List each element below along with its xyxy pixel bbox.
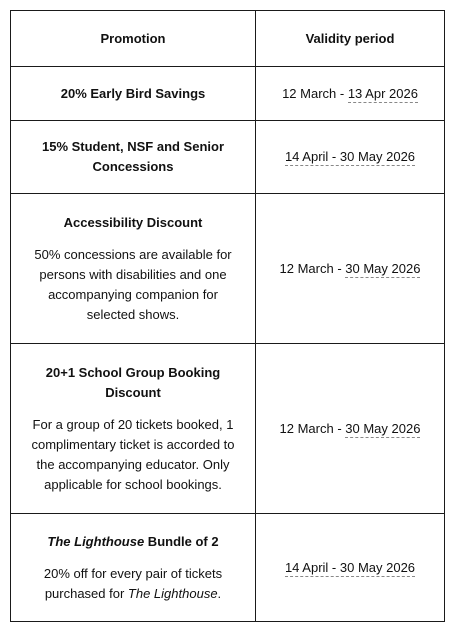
promotion-title: 20% Early Bird Savings [60,85,206,101]
promotion-cell [11,514,256,622]
header-promotion: Promotion [11,11,256,67]
promotion-title-italic: The Lighthouse [47,533,145,549]
table-row [11,67,445,121]
promotion-title: 15% Student, NSF and Senior Concessions [41,139,225,174]
validity-cell [256,194,445,344]
validity-cell [256,67,445,121]
validity-start: 12 March - [282,85,348,101]
validity-start: 12 March - [279,260,346,276]
promotion-cell [11,67,256,121]
validity-end: 30 May 2026 [345,420,421,436]
header-validity-period: Validity period [256,11,445,67]
validity-cell [256,344,445,514]
promotion-cell [11,194,256,344]
validity-end: 14 April - 30 May 2026 [284,149,416,164]
table-row [11,344,445,514]
promotion-title [23,532,243,552]
table-row [11,514,445,622]
validity-cell [256,121,445,194]
promotion-title: Accessibility Discount [63,214,203,230]
validity-end: 14 April - 30 May 2026 [284,559,416,575]
promotion-description: 50% concessions are available for persons with disabilities and one accompanying companion for selected shows. [34,246,232,322]
promotion-cell [11,121,256,194]
promotion-description: For a group of 20 tickets booked, 1 complimentary ticket is accorded to the accompanying educator. Only applicable for school bookings. [31,416,235,492]
promotion-description [23,564,243,604]
validity-end: 13 Apr 2026 [347,85,418,101]
table-row [11,121,445,194]
validity-start: 12 March - [279,420,346,436]
table-row [11,194,445,344]
description-end: . [217,585,222,601]
promotion-cell [11,344,256,514]
promotion-title: 20+1 School Group Booking Discount [45,364,221,400]
validity-end: 30 May 2026 [345,260,421,276]
promotions-table [10,10,445,622]
validity-cell [256,514,445,622]
table-header-row [11,11,445,67]
description-text: 20% off for every pair of tickets purchased for [43,565,223,601]
description-italic: The Lighthouse [127,585,218,601]
promotion-title-rest: Bundle of 2 [144,533,219,549]
